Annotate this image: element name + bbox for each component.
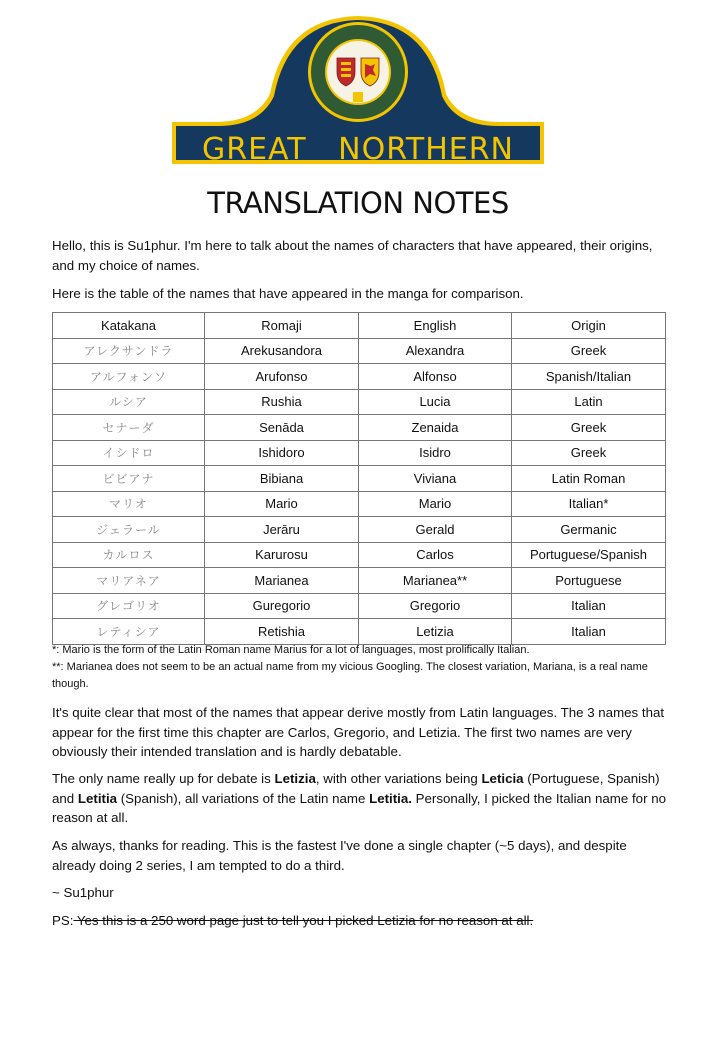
footnote-marianea: **: Marianea does not seem to be an actual name from my vicious Googling. The closest variation, Mariana, is a real name though. [52, 661, 648, 690]
cell-katakana: イシドロ [53, 440, 205, 466]
table-row [53, 389, 666, 415]
cell-english: Zenaida [359, 415, 512, 441]
cell-romaji: Ishidoro [205, 440, 359, 466]
cell-romaji: Retishia [205, 619, 359, 645]
debate-text: The only name really up for debate is [52, 771, 275, 786]
cell-katakana: セナーダ [53, 415, 205, 441]
logo-text: GREAT NORTHERN [201, 132, 514, 167]
great-northern-logo [170, 14, 546, 170]
debate-text: Personally, I picked the Italian name for no reason at all. [52, 790, 666, 825]
table-row [53, 440, 666, 466]
cell-origin: Germanic [512, 517, 666, 543]
cell-katakana: ビビアナ [53, 466, 205, 492]
cell-origin: Greek [512, 338, 666, 364]
cell-katakana: レティシア [53, 619, 205, 645]
cell-origin: Italian [512, 619, 666, 645]
header-romaji: Romaji [205, 313, 359, 339]
debate-text: (Portuguese, Spanish) and [52, 771, 660, 806]
table-row [53, 568, 666, 594]
cell-romaji: Arufonso [205, 364, 359, 390]
cell-english: Carlos [359, 542, 512, 568]
cell-origin: Italian* [512, 491, 666, 517]
cell-katakana: マリオ [53, 491, 205, 517]
ps-label: PS: [52, 913, 74, 928]
page-title: TRANSLATION NOTES [207, 186, 509, 220]
cell-romaji: Senāda [205, 415, 359, 441]
table-row [53, 491, 666, 517]
cell-english: Letizia [359, 619, 512, 645]
table-row [53, 517, 666, 543]
cell-english: Mario [359, 491, 512, 517]
cell-katakana: ジェラール [53, 517, 205, 543]
cell-romaji: Bibiana [205, 466, 359, 492]
cell-origin: Greek [512, 415, 666, 441]
name-leticia: Leticia [481, 771, 524, 786]
cell-origin: Latin [512, 389, 666, 415]
cell-english: Lucia [359, 389, 512, 415]
debate-text: , with other variations being [315, 771, 482, 786]
origin-paragraph: It's quite clear that most of the names that appear derive mostly from Latin languages. The 3 names that appear for the first time this chapter are Carlos, Gregorio, and Letizia. The first two names are very obviously their intended translation and is hardly debatable. [52, 705, 665, 759]
cell-english: Gerald [359, 517, 512, 543]
header-english: English [359, 313, 512, 339]
table-row [53, 364, 666, 390]
cell-origin: Portuguese/Spanish [512, 542, 666, 568]
cell-romaji: Jerāru [205, 517, 359, 543]
cell-english: Gregorio [359, 593, 512, 619]
thanks-paragraph: As always, thanks for reading. This is the fastest I've done a single chapter (~5 days), and despite already doing 2 series, I am tempted to do a third. [52, 838, 627, 873]
cell-romaji: Mario [205, 491, 359, 517]
signature: ~ Su1phur [52, 885, 114, 900]
name-letitia: Letitia [77, 790, 118, 806]
cell-katakana: アルフォンソ [53, 364, 205, 390]
table-row [53, 338, 666, 364]
table-row [53, 593, 666, 619]
debate-text: (Spanish), all variations of the Latin name [117, 790, 370, 806]
cell-romaji: Arekusandora [205, 338, 359, 364]
cell-origin: Latin Roman [512, 466, 666, 492]
cell-english: Isidro [359, 440, 512, 466]
header-katakana: Katakana [53, 313, 205, 339]
table-intro-paragraph: Here is the table of the names that have appeared in the manga for comparison. [52, 286, 524, 301]
cell-katakana: カルロス [53, 542, 205, 568]
cell-english: Marianea** [359, 568, 512, 594]
cell-english: Alfonso [359, 364, 512, 390]
table-row [53, 466, 666, 492]
cell-katakana: マリアネア [53, 568, 205, 594]
table-row [53, 415, 666, 441]
intro-paragraph: Hello, this is Su1phur. I'm here to talk about the names of characters that have appeared, their origins, and my choice of names. [52, 238, 653, 273]
cell-origin: Spanish/Italian [512, 364, 666, 390]
cell-origin: Portuguese [512, 568, 666, 594]
name-letitia-latin: Letitia. [369, 790, 412, 806]
footnote-mario: *: Mario is the form of the Latin Roman name Marius for a lot of languages, most prolifically Italian. [52, 644, 530, 656]
cell-romaji: Karurosu [205, 542, 359, 568]
crest-badge [308, 22, 408, 122]
ps-paragraph [52, 911, 667, 931]
cell-english: Alexandra [359, 338, 512, 364]
cell-katakana: アレクサンドラ [53, 338, 205, 364]
name-letizia: Letizia [274, 771, 316, 786]
cell-katakana: ルシア [53, 389, 205, 415]
ps-strikethrough-text: Yes this is a 250 word page just to tell you I picked Letizia for no reason at all. [73, 913, 534, 928]
debate-paragraph [52, 769, 667, 828]
cell-romaji: Rushia [205, 389, 359, 415]
cell-romaji: Guregorio [205, 593, 359, 619]
table-row [53, 542, 666, 568]
cell-katakana: グレゴリオ [53, 593, 205, 619]
table-header-row [53, 313, 666, 339]
cell-romaji: Marianea [205, 568, 359, 594]
header-origin: Origin [512, 313, 666, 339]
cell-english: Viviana [359, 466, 512, 492]
table-row [53, 619, 666, 645]
names-table [52, 312, 666, 645]
cell-origin: Italian [512, 593, 666, 619]
cell-origin: Greek [512, 440, 666, 466]
